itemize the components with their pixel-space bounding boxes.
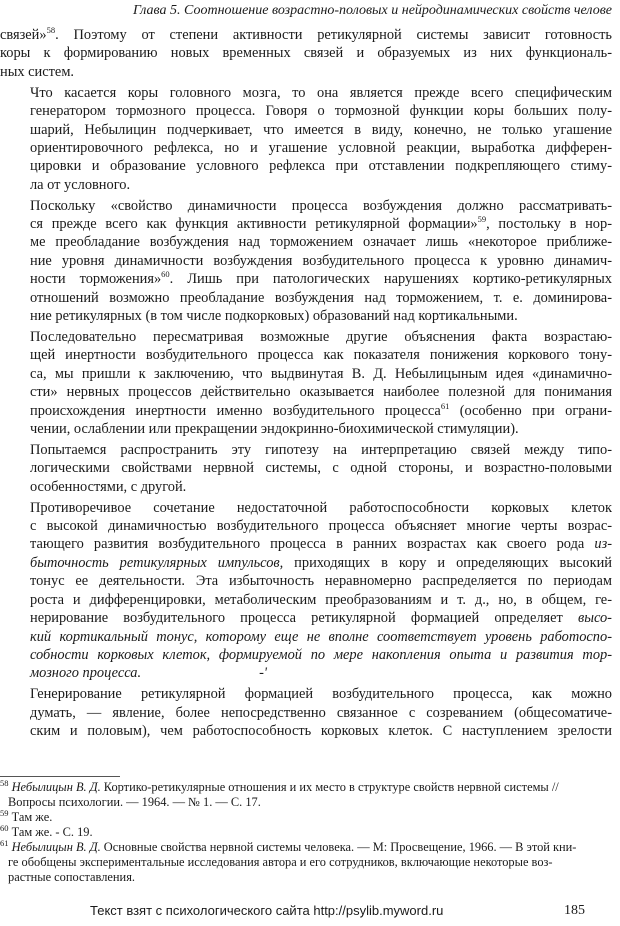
paragraph-1: связей»$^{58}$. Поэтому от степени активности ретикулярной системы зависит готовность коры к формированию новых временных связей и образуемых из них функциональ- ных систем. (0, 25, 612, 80)
paragraph-5: Попытаемся распространить эту гипотезу на интерпретацию связей между типо- логическими свойствами нервной системы, с одной стороны, и возрастно-половыми особенностями, с другой. (30, 441, 612, 495)
footnote-60: $^{60}$ Там же. - С. 19. (0, 822, 93, 839)
paragraph-2: Что касается коры головного мозга, то она является прежде всего специфическим генератором тормозного процесса. Говоря о тормозной функции коры больших полу- шарий, Небылицин подчеркивает, что имеется в виду, конечно, не только угашение ориентировочного рефлекса, но и угашение условной реакции, выработка дифферен- цировки и образование условного рефлекса при отставлении подкрепляющего стиму- ла от условного. (30, 84, 612, 193)
footnote-divider (0, 776, 120, 777)
paragraph-7: Генерирование ретикулярной формацией возбудительного процесса, как можно думать, — явление, более непосредственно связанное с созреванием (общесоматиче- ским и половым), чем работоспособность корковых клеток. С наступлением зрелости (30, 686, 612, 740)
footnote-ref-59: 59 (477, 214, 487, 225)
stray-mark: -' (259, 665, 267, 682)
running-header: Глава 5. Соотношение возрастно-половых и нейродинамических свойств челове (133, 3, 612, 18)
source-footer: Текст взят с психологического сайта http://psylib.myword.ru (90, 903, 444, 918)
footnote-ref-58: 58 (46, 25, 56, 36)
paragraph-6: Противоречивое сочетание недостаточной работоспособности корковых клеток с высокой динамичностью возбудительного процесса объясняет многие черты возрас- тающего развития возбудительного процесса в ранних возрастах как своего рода из- быточность ретикулярных импульсов, приходящих в кору и определяющих высокий тонус ее деятельности. Эта избыточность неравномерно распределяется по периодам роста и дифференцировки, метаболическим преобразованиям и т. д., но, в общем, ге- нерирование возбудительного процесса ретикулярной формацией определяет высо- кий кортикальный тонус, которому еще не вполне соответствует уровень работоспо- собности корковых клеток, формируемой по мере накопления опыта и развития тор- мозного процесса. -' (30, 499, 612, 682)
page-number: 185 (564, 903, 585, 918)
footnote-59: $^{59}$ Там же. (0, 807, 53, 824)
paragraph-3: Поскольку «свойство динамичности процесса возбуждения должно рассматривать- ся прежде всего как функция активности ретикулярной формации»$^{59}$, постольку в нор- ме преобладание возбуждения над торможением означает лишь «некоторое приближе- ние уровня динамичности возбуждения возбудительного процесса к уровню динамич- ности торможения»$^{60}$. Лишь при патологических нарушениях кортико-ретикулярных отношений возможно преобладание возбуждения над торможением, т. е. доминирова- ние ретикулярных (в том числе подкорковых) образований над кортикальными. (30, 197, 612, 325)
paragraph-4: Последовательно пересматривая возможные другие объяснения факта возрастаю- щей инертности возбудительного процесса как показателя понижения коркового тону- са, мы пришли к заключению, что выдвинутая В. Д. Небылицыным идея «динамично- сти» нервных процессов действительно оказывается наиболее полезной для понимания происхождения инертности именно возбудительного процесса$^{61}$ (особенно при ограни- чении, ослаблении или прекращении эндокринно-биохимической стимуляции). (30, 329, 612, 438)
footnote-58: $^{58}$ Небылицын В. Д. Кортико-ретикулярные отношения и их место в структуре свойств нервной системы // Вопросы психологии. — 1964. — № 1. — С. 17. (0, 777, 559, 809)
footnote-ref-61: 61 (440, 400, 450, 411)
footnotes (0, 777, 612, 885)
footnote-61: $^{61}$ Небылицын В. Д. Основные свойства нервной системы человека. — М: Просвещение, 1966. — В этой кни- ге обобщены экспериментальные исследования автора и его сотрудников, включающие некоторые воз- растные сопоставления. (0, 837, 577, 884)
body-text (0, 26, 612, 743)
footnote-ref-60: 60 (161, 269, 170, 280)
